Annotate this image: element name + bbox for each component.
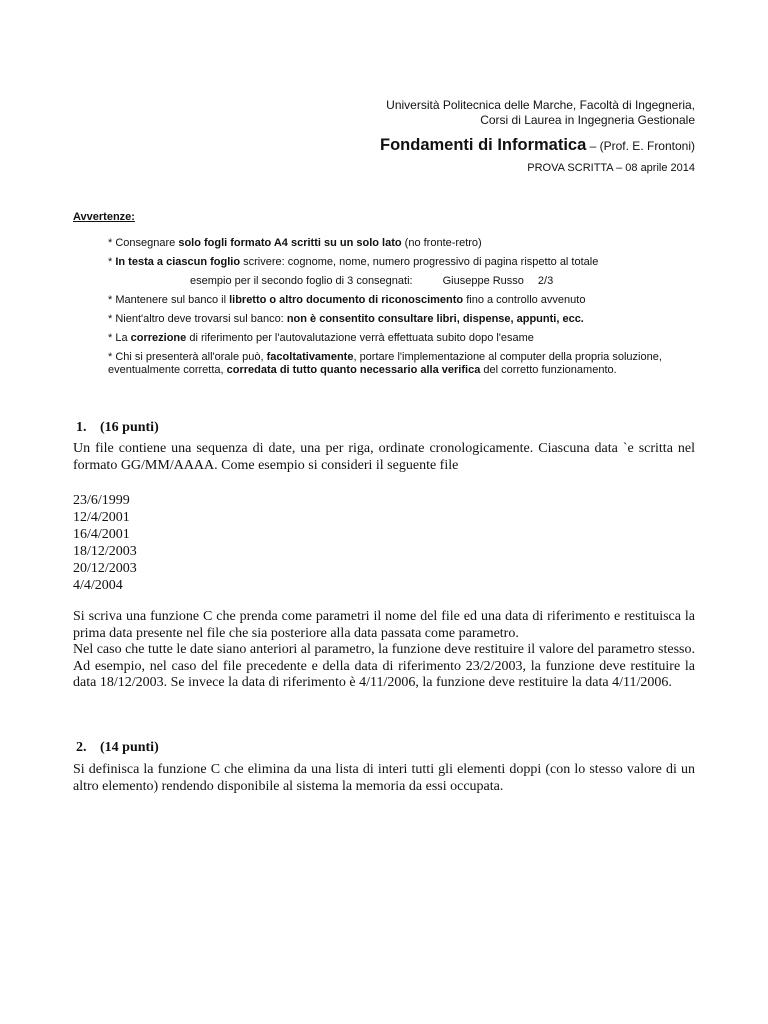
warning-text: * Chi si presenterà all'orale può, [108, 351, 267, 363]
question-1-body [73, 609, 695, 692]
university-header [386, 98, 695, 128]
warning-emphasis: libretto o altro documento di riconoscimento [229, 294, 464, 306]
exam-date: PROVA SCRITTA – 08 aprile 2014 [527, 162, 695, 174]
list-item: 12/4/2001 [73, 510, 130, 525]
warning-text: * Mantenere sul banco il [108, 294, 230, 306]
university-line-2: Corsi di Laurea in Ingegneria Gestionale [480, 113, 695, 127]
date-list [73, 492, 137, 594]
list-item: 20/12/2003 [73, 561, 137, 576]
course-heading [380, 136, 695, 155]
warning-text: (no fronte-retro) [401, 237, 482, 249]
warning-item-2 [108, 256, 698, 269]
warning-text: , portare l'implementazione al computer della propria soluzione, eventualmente corretta, [108, 351, 662, 376]
question-1-intro: Un file contiene una sequenza di date, una per riga, ordinate cronologicamente. Ciascuna data `e scritta nel formato GG/MM/AAAA. Come esempio si consideri il seguente file [73, 441, 695, 473]
warning-text: * La [108, 332, 131, 344]
warning-item-3 [108, 294, 698, 307]
warning-emphasis: In testa a ciascun foglio [115, 256, 241, 268]
question-points: (16 punti) [100, 420, 159, 435]
question-number: 2. [76, 740, 87, 755]
example-page: 2/3 [537, 275, 554, 287]
professor-name: – (Prof. E. Frontoni) [586, 139, 695, 153]
question-number: 1. [76, 420, 87, 435]
warning-emphasis: facoltativamente [266, 351, 354, 363]
course-title: Fondamenti di Informatica [380, 136, 587, 154]
example-name: Giuseppe Russo [442, 275, 524, 287]
warning-text: fino a controllo avvenuto [463, 294, 586, 306]
warning-text: * [108, 256, 116, 268]
warning-emphasis: non è consentito consultare libri, dispense, appunti, ecc. [286, 313, 584, 325]
warning-text: * Consegnare [108, 237, 179, 249]
warning-item-5 [108, 332, 698, 345]
question-1-paragraph-1: Si scriva una funzione C che prenda come parametri il nome del file ed una data di riferimento e restituisca la prima data presente nel file che sia posteriore alla data passata come parametro. [73, 609, 695, 641]
warning-emphasis: correzione [130, 332, 187, 344]
list-item: 4/4/2004 [73, 578, 123, 593]
warning-item-4 [108, 313, 698, 326]
warning-text: di riferimento per l'autovalutazione verrà effettuata subito dopo l'esame [186, 332, 534, 344]
question-points: (14 punti) [100, 740, 159, 755]
example-label: esempio per il secondo foglio di 3 consegnati: [190, 275, 413, 287]
list-item: 23/6/1999 [73, 493, 130, 508]
list-item: 18/12/2003 [73, 544, 137, 559]
warning-emphasis: solo fogli formato A4 scritti su un solo lato [178, 237, 402, 249]
list-item: 16/4/2001 [73, 527, 130, 542]
question-2-text: Si definisca la funzione C che elimina da una lista di interi tutti gli elementi doppi (con lo stesso valore di un altro elemento) rendendo disponibile al sistema la memoria da essi occupata. [73, 762, 695, 794]
question-1-paragraph-2: Nel caso che tutte le date siano anteriori al parametro, la funzione deve restituire il valore del parametro stesso. [73, 642, 695, 657]
warning-text: * Nient'altro deve trovarsi sul banco: [108, 313, 287, 325]
warning-text: del corretto funzionamento. [480, 364, 617, 376]
warning-emphasis: corredata di tutto quanto necessario alla verifica [226, 364, 481, 376]
warning-item-1 [108, 237, 698, 250]
warning-item-6 [108, 351, 698, 377]
question-2-heading [76, 740, 159, 756]
university-line-1: Università Politecnica delle Marche, Facoltà di Ingegneria, [386, 98, 695, 112]
warnings-title: Avvertenze: [73, 211, 135, 223]
question-1-heading [76, 420, 159, 436]
warning-example [190, 275, 768, 288]
warning-text: scrivere: cognome, nome, numero progressivo di pagina rispetto al totale [240, 256, 599, 268]
question-1-paragraph-3: Ad esempio, nel caso del file precedente e della data di riferimento 23/2/2003, la funzione deve restituire la data 18/12/2003. Se invece la data di riferimento è 4/11/2006, la funzione deve restituire la data 4/11/2006. [73, 658, 695, 690]
